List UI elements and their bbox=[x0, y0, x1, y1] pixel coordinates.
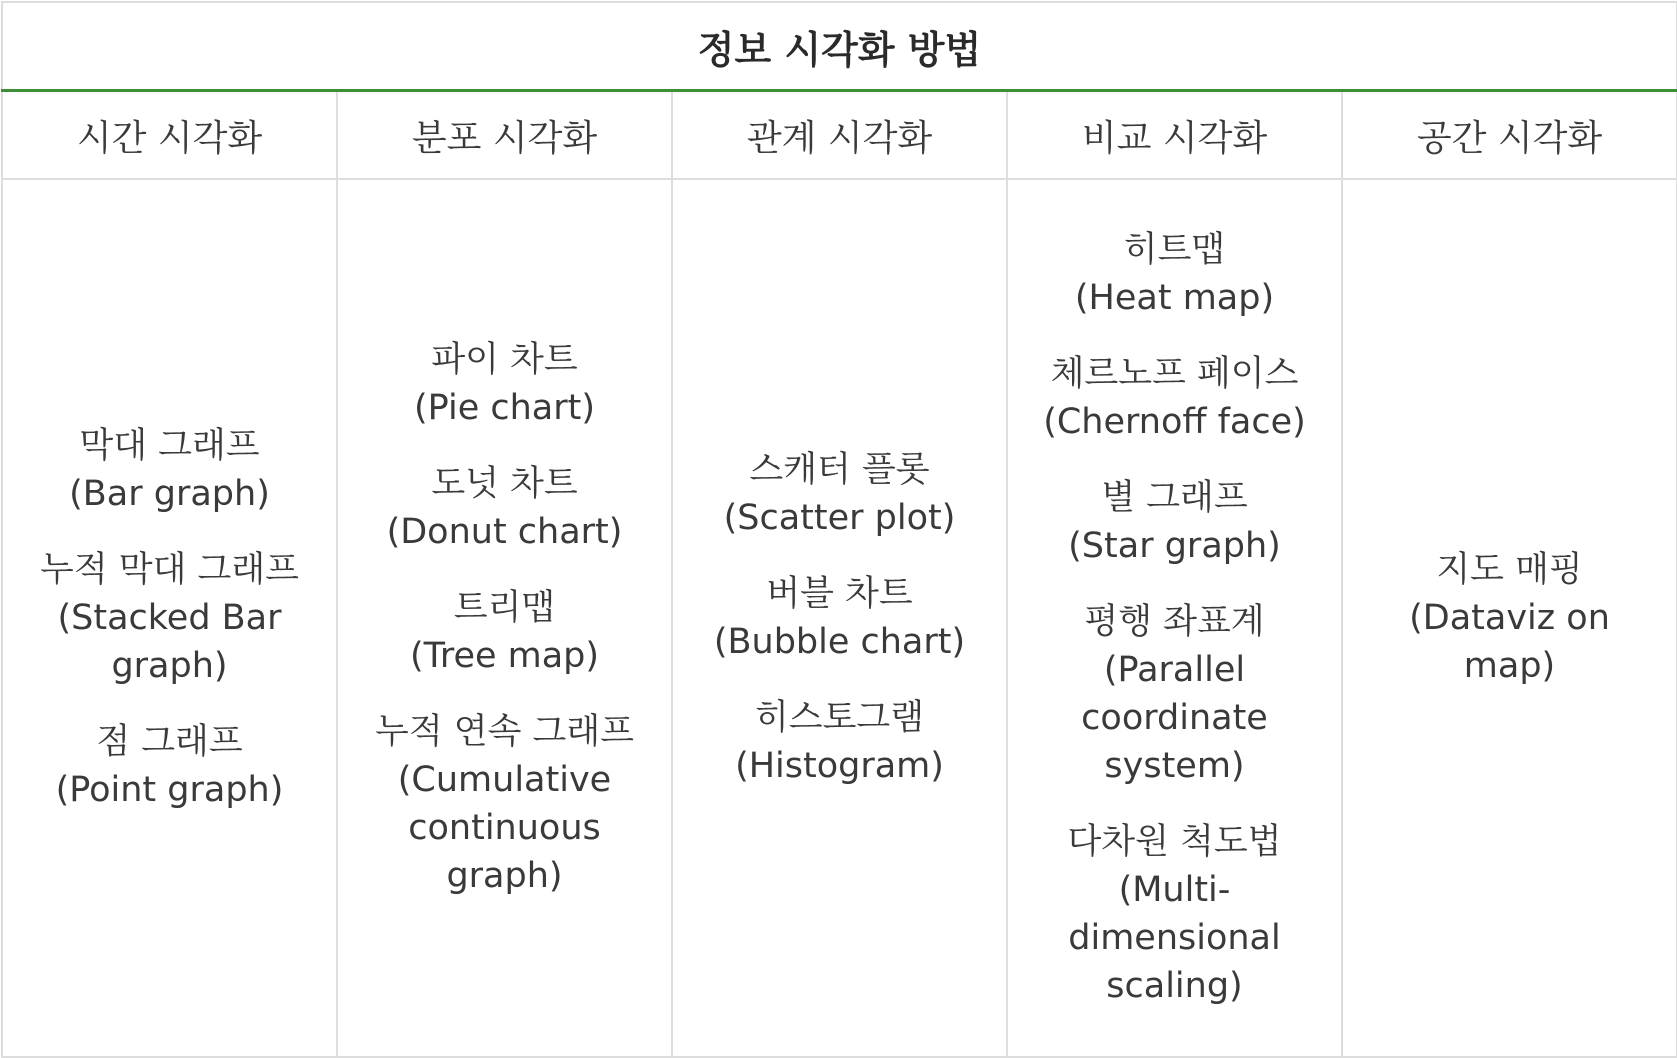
method-item bbox=[27, 546, 312, 690]
table-title: 정보 시각화 방법 bbox=[2, 2, 1677, 91]
cell-comparison bbox=[1007, 179, 1342, 1057]
method-name-en: (Chernoff face) bbox=[1043, 402, 1306, 442]
method-item bbox=[697, 694, 982, 790]
method-item bbox=[1032, 350, 1317, 446]
method-name-en: (Multi-dimensional scaling) bbox=[1068, 870, 1281, 1006]
method-name-en: (Histogram) bbox=[735, 746, 944, 786]
method-name-ko: 누적 막대 그래프 bbox=[40, 550, 299, 590]
method-item bbox=[362, 460, 647, 556]
method-name-ko: 별 그래프 bbox=[1101, 478, 1248, 518]
content-row bbox=[2, 179, 1677, 1057]
method-name-en: (Heat map) bbox=[1074, 278, 1275, 318]
method-list bbox=[1367, 546, 1652, 690]
cell-time bbox=[2, 179, 337, 1057]
header-row bbox=[2, 91, 1677, 180]
column-header-time: 시간 시각화 bbox=[2, 91, 337, 180]
method-name-ko: 지도 매핑 bbox=[1436, 550, 1583, 590]
method-name-ko: 누적 연속 그래프 bbox=[375, 712, 634, 752]
method-name-ko: 체르노프 페이스 bbox=[1050, 354, 1299, 394]
method-name-ko: 평행 좌표계 bbox=[1084, 602, 1265, 642]
column-header-distribution: 분포 시각화 bbox=[337, 91, 672, 180]
cell-distribution bbox=[337, 179, 672, 1057]
cell-relationship bbox=[672, 179, 1007, 1057]
method-name-ko: 막대 그래프 bbox=[79, 426, 260, 466]
method-item bbox=[362, 336, 647, 432]
method-item bbox=[697, 570, 982, 666]
method-list bbox=[697, 446, 982, 790]
method-name-en: (Point graph) bbox=[55, 770, 284, 810]
method-name-ko: 버블 차트 bbox=[766, 574, 913, 614]
column-header-spatial: 공간 시각화 bbox=[1342, 91, 1677, 180]
method-list bbox=[27, 422, 312, 814]
method-item bbox=[362, 708, 647, 900]
method-item bbox=[1032, 818, 1317, 1010]
method-item bbox=[1367, 546, 1652, 690]
method-list bbox=[1032, 226, 1317, 1010]
method-name-en: (Pie chart) bbox=[413, 388, 595, 428]
method-name-en: (Parallel coordinate system) bbox=[1081, 650, 1268, 786]
method-name-en: (Tree map) bbox=[409, 636, 600, 676]
method-name-en: (Stacked Bar graph) bbox=[57, 598, 282, 686]
method-item bbox=[362, 584, 647, 680]
method-name-en: (Star graph) bbox=[1068, 526, 1281, 566]
method-item bbox=[1032, 474, 1317, 570]
column-header-comparison: 비교 시각화 bbox=[1007, 91, 1342, 180]
cell-spatial bbox=[1342, 179, 1677, 1057]
method-item bbox=[27, 718, 312, 814]
method-item bbox=[697, 446, 982, 542]
method-name-en: (Cumulative continuous graph) bbox=[397, 760, 612, 896]
method-name-ko: 파이 차트 bbox=[431, 340, 578, 380]
method-name-ko: 다차원 척도법 bbox=[1067, 822, 1282, 862]
method-name-en: (Scatter plot) bbox=[723, 498, 956, 538]
method-item bbox=[1032, 598, 1317, 790]
column-header-relationship: 관계 시각화 bbox=[672, 91, 1007, 180]
method-name-ko: 점 그래프 bbox=[96, 722, 243, 762]
method-name-en: (Bar graph) bbox=[69, 474, 270, 514]
method-list bbox=[362, 336, 647, 900]
method-name-en: (Bubble chart) bbox=[713, 622, 966, 662]
method-name-ko: 히트맵 bbox=[1123, 230, 1226, 270]
method-name-ko: 히스토그램 bbox=[754, 698, 925, 738]
method-item bbox=[27, 422, 312, 518]
title-row bbox=[2, 2, 1677, 91]
method-name-ko: 도넛 차트 bbox=[431, 464, 578, 504]
visualization-methods-sheet bbox=[1, 1, 1676, 1056]
method-name-en: (Donut chart) bbox=[386, 512, 623, 552]
visualization-methods-table bbox=[1, 1, 1677, 1058]
method-item bbox=[1032, 226, 1317, 322]
method-name-en: (Dataviz on map) bbox=[1409, 598, 1610, 686]
method-name-ko: 스캐터 플롯 bbox=[749, 450, 930, 490]
method-name-ko: 트리맵 bbox=[453, 588, 556, 628]
